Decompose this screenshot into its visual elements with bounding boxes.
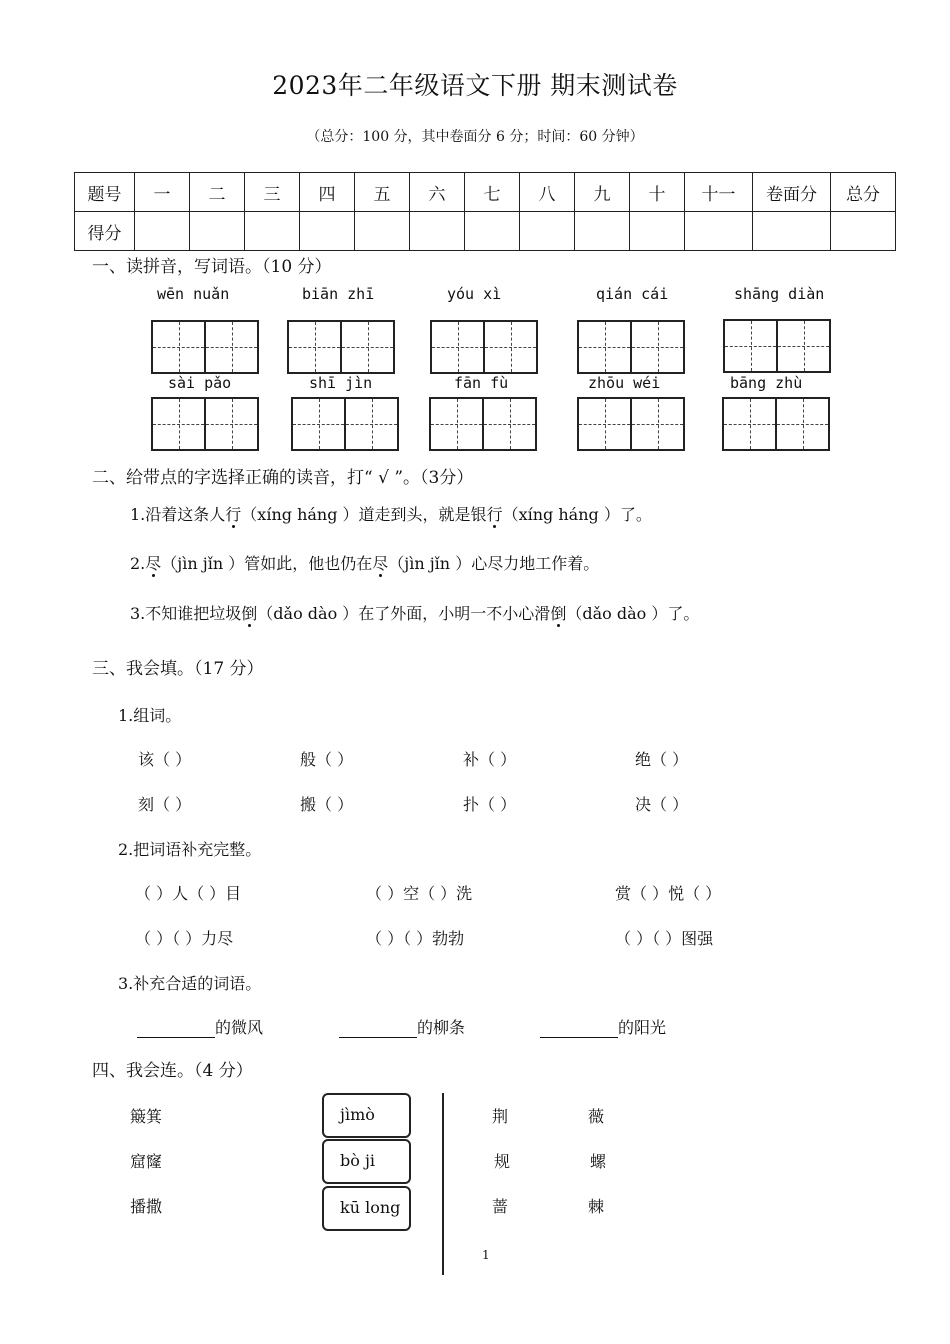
q-text[interactable]: （dǎo dào ）了。 <box>566 604 700 623</box>
match-word[interactable]: 播撒 <box>130 1197 163 1216</box>
word-blank[interactable]: 扑（ ） <box>463 795 517 814</box>
score-cell[interactable] <box>245 212 300 251</box>
q-text[interactable]: （jìn jǐn ）心尽力地工作着。 <box>388 554 600 573</box>
score-table-score-row <box>75 212 896 251</box>
score-cell[interactable] <box>355 212 410 251</box>
word-blank[interactable]: 补（ ） <box>463 750 517 769</box>
fill-blank[interactable] <box>339 1019 417 1038</box>
score-cell[interactable] <box>630 212 685 251</box>
score-cell[interactable] <box>831 212 896 251</box>
header-cell: 六 <box>410 173 465 212</box>
q-text[interactable]: （xíng háng ）道走到头，就是银 <box>241 505 487 524</box>
idiom-blank[interactable]: （ ）（ ）力尽 <box>135 929 234 948</box>
q-text: 2. <box>130 554 146 573</box>
dotted-char: 行 <box>225 505 242 524</box>
dotted-char: 尽 <box>372 554 389 573</box>
header-cell: 九 <box>575 173 630 212</box>
dotted-char: 倒 <box>241 604 258 623</box>
pinyin-box[interactable]: kū long <box>322 1186 411 1231</box>
idiom-blank[interactable]: （ ）（ ）图强 <box>615 929 714 948</box>
q-text[interactable]: （jìn jǐn ）管如此，他也仍在 <box>161 554 373 573</box>
pinyin-label: shī jìn <box>309 374 373 392</box>
subquestion-label: 1.组词。 <box>118 706 182 725</box>
word-blank[interactable]: 刻（ ） <box>138 795 192 814</box>
subquestion-label: 3.补充合适的词语。 <box>118 974 262 993</box>
fill-blank[interactable] <box>137 1019 215 1038</box>
score-cell[interactable] <box>410 212 465 251</box>
writing-grid[interactable] <box>577 397 685 451</box>
score-cell[interactable] <box>520 212 575 251</box>
idiom-blank[interactable]: 赏（ ）悦（ ） <box>615 884 722 903</box>
header-cell: 五 <box>355 173 410 212</box>
pinyin-box[interactable]: jìmò <box>322 1093 411 1138</box>
word-blank[interactable]: 绝（ ） <box>635 750 689 769</box>
word-blank[interactable]: 般（ ） <box>300 750 354 769</box>
q-text: 1.沿着这条人 <box>130 505 226 524</box>
row-label: 得分 <box>75 212 135 251</box>
match-word[interactable]: 簸箕 <box>130 1107 163 1126</box>
score-cell[interactable] <box>753 212 831 251</box>
question-2-2 <box>130 551 599 574</box>
writing-grid[interactable] <box>723 319 831 373</box>
pinyin-label: biān zhī <box>302 285 375 303</box>
fill-label: 的微风 <box>215 1018 264 1037</box>
pinyin-label: bāng zhù <box>730 374 803 392</box>
header-cell: 十一 <box>685 173 753 212</box>
header-cell: 卷面分 <box>753 173 831 212</box>
q-text[interactable]: （xíng háng ）了。 <box>502 505 652 524</box>
writing-grid[interactable] <box>722 397 830 451</box>
dotted-char: 尽 <box>145 554 162 573</box>
writing-grid[interactable] <box>291 397 399 451</box>
fill-label: 的柳条 <box>417 1018 466 1037</box>
page-number: 1 <box>482 1248 490 1262</box>
q-text[interactable]: （dǎo dào ）在了外面，小明一不小心滑 <box>257 604 551 623</box>
word-blank[interactable]: 该（ ） <box>138 750 192 769</box>
score-table <box>74 172 896 251</box>
fill-label: 的阳光 <box>618 1018 667 1037</box>
writing-grid[interactable] <box>430 320 538 374</box>
section-2-heading: 二、给带点的字选择正确的读音，打“ √ ”。（3分） <box>92 468 474 488</box>
fill-item <box>339 1015 465 1038</box>
writing-grid[interactable] <box>577 320 685 374</box>
page-title: 2023年二年级语文下册 期末测试卷 <box>272 71 678 100</box>
score-cell[interactable] <box>685 212 753 251</box>
pinyin-label: sài pǎo <box>168 374 232 392</box>
match-word[interactable]: 窟窿 <box>130 1152 163 1171</box>
pinyin-label: yóu xì <box>447 285 502 303</box>
dotted-char: 倒 <box>550 604 567 623</box>
section-1-heading: 一、读拼音，写词语。（10 分） <box>92 257 332 277</box>
fill-item <box>540 1015 666 1038</box>
header-cell: 总分 <box>831 173 896 212</box>
page-subtitle: （总分：100 分，其中卷面分 6 分；时间：60 分钟） <box>306 129 644 145</box>
pinyin-box[interactable]: bò ji <box>322 1139 411 1184</box>
subquestion-label: 2.把词语补充完整。 <box>118 840 262 859</box>
score-cell[interactable] <box>465 212 520 251</box>
idiom-blank[interactable]: （ ）人（ ）目 <box>135 884 242 903</box>
pinyin-label: shāng diàn <box>734 285 825 303</box>
writing-grid[interactable] <box>151 397 259 451</box>
divider-line <box>442 1093 444 1275</box>
fill-blank[interactable] <box>540 1019 618 1038</box>
header-cell: 八 <box>520 173 575 212</box>
dotted-char: 行 <box>486 505 503 524</box>
score-cell[interactable] <box>300 212 355 251</box>
pinyin-label: qián cái <box>596 285 669 303</box>
header-cell: 题号 <box>75 173 135 212</box>
pinyin-label: wēn nuǎn <box>157 285 230 303</box>
pinyin-label: zhōu wéi <box>588 374 661 392</box>
match-char[interactable]: 规 <box>494 1152 511 1171</box>
score-table-header-row <box>75 173 896 212</box>
section-3-heading: 三、我会填。（17 分） <box>92 659 264 679</box>
section-4-heading: 四、我会连。（4 分） <box>92 1061 253 1081</box>
header-cell: 四 <box>300 173 355 212</box>
match-char[interactable]: 螺 <box>590 1152 607 1171</box>
fill-item <box>137 1015 263 1038</box>
header-cell: 一 <box>135 173 190 212</box>
writing-grid[interactable] <box>429 397 537 451</box>
score-cell[interactable] <box>190 212 245 251</box>
score-cell[interactable] <box>575 212 630 251</box>
match-char[interactable]: 荆 <box>492 1107 509 1126</box>
header-cell: 三 <box>245 173 300 212</box>
question-2-1 <box>130 502 652 525</box>
match-char[interactable]: 蔷 <box>492 1197 509 1216</box>
idiom-blank[interactable]: （ ）空（ ）洗 <box>366 884 473 903</box>
writing-grid[interactable] <box>151 320 259 374</box>
header-cell: 七 <box>465 173 520 212</box>
q-text: 3.不知谁把垃圾 <box>130 604 242 623</box>
writing-grid[interactable] <box>287 320 395 374</box>
header-cell: 二 <box>190 173 245 212</box>
header-cell: 十 <box>630 173 685 212</box>
idiom-blank[interactable]: （ ）（ ）勃勃 <box>366 929 465 948</box>
word-blank[interactable]: 决（ ） <box>635 795 689 814</box>
word-blank[interactable]: 搬（ ） <box>300 795 354 814</box>
match-char[interactable]: 棘 <box>588 1197 605 1216</box>
score-cell[interactable] <box>135 212 190 251</box>
pinyin-label: fān fù <box>454 374 509 392</box>
match-char[interactable]: 薇 <box>588 1107 605 1126</box>
question-2-3 <box>130 601 699 624</box>
